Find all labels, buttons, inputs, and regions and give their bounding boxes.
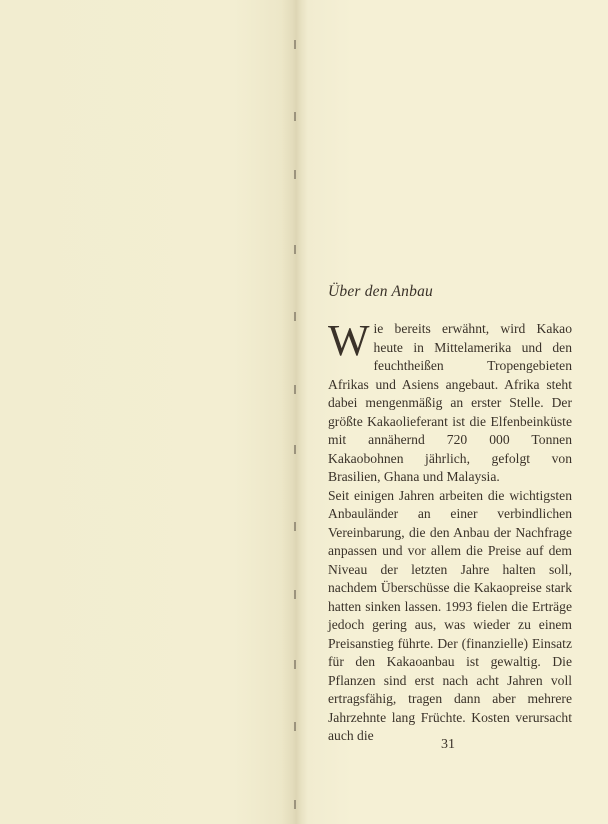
binding-stitch [294, 40, 296, 49]
binding-stitch [294, 170, 296, 179]
drop-cap: W [328, 316, 370, 365]
binding-stitch [294, 590, 296, 599]
binding-stitch [294, 660, 296, 669]
binding-stitch [294, 312, 296, 321]
page-number: 31 [441, 737, 455, 752]
binding-stitch [294, 112, 296, 121]
book-gutter [282, 0, 308, 824]
binding-stitch [294, 722, 296, 731]
section-title: Über den Anbau [328, 283, 433, 300]
paragraph: Seit einigen Jahren arbeiten die wichtigsten Anbauländer an einer verbindlichen Vereinbarung, die den Anbau der Nachfrage anpassen und vor allem die Preise auf dem Niveau der letzten Jahre halten soll, nachdem Überschüsse die Kakaopreise stark hatten sinken lassen. 1993 fielen die Erträge jedoch gering aus, was wieder zu einem Preisanstieg führte. Der (finanzielle) Einsatz für den Kakaoanbau ist gewaltig. Die Pflanzen sind erst nach acht Jahren voll ertragsfähig, tragen dann aber mehrere Jahrzehnte lang Früchte. Kosten verursacht auch die [328, 487, 572, 743]
binding-stitch [294, 800, 296, 809]
paragraph-text: ie bereits erwähnt, wird Kakao heute in Mittelamerika und den feuchtheißen Tropengebieten Afrikas und Asiens angebaut. Afrika steht dabei mengenmäßig an erster Stelle. Der größte Kakaolieferant ist die Elfenbeinküste mit annähernd 720 000 Tonnen Kakaobohnen jährlich, gefolgt von Brasilien, Ghana und Malaysia. [328, 321, 572, 484]
body-text [328, 316, 572, 746]
left-page [0, 0, 292, 824]
binding-stitch [294, 445, 296, 454]
paragraph [328, 316, 572, 487]
binding-stitch [294, 522, 296, 531]
text-block [328, 283, 572, 746]
binding-stitch [294, 385, 296, 394]
binding-stitch [294, 245, 296, 254]
